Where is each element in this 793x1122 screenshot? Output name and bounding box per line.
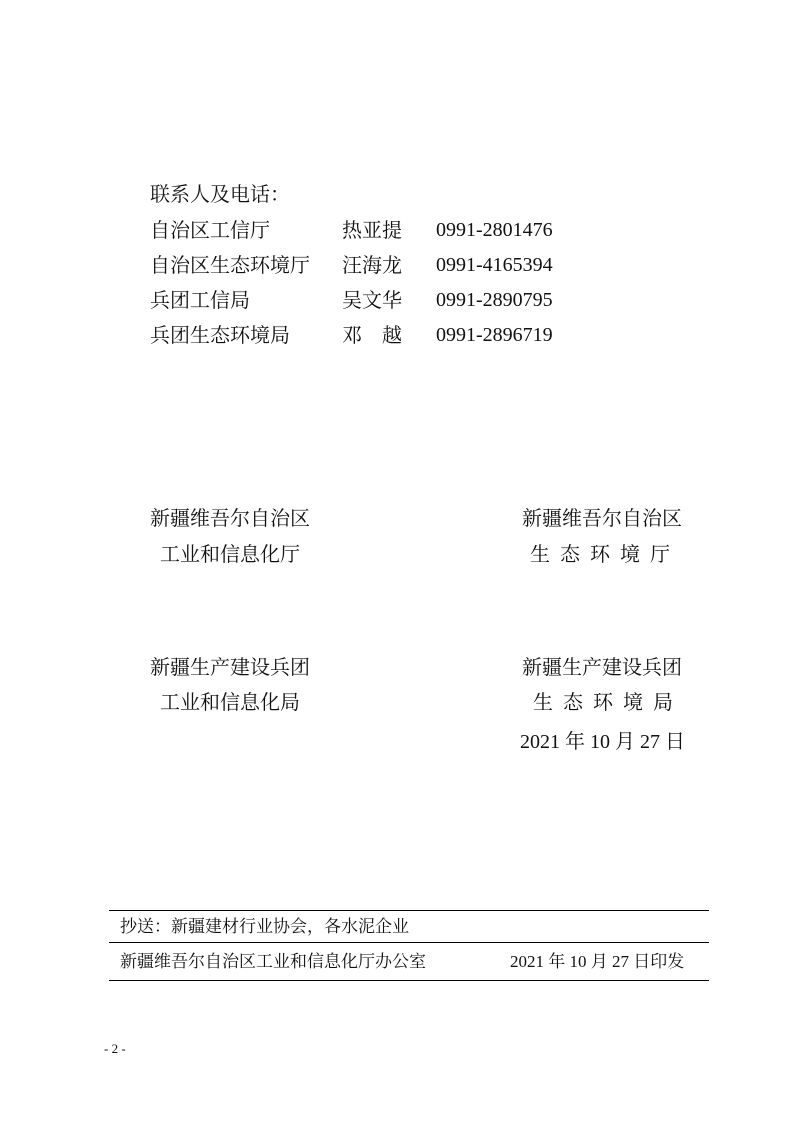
- contact-phone: 0991-4165394: [436, 254, 553, 276]
- contact-org: 兵团生态环境局: [150, 323, 290, 347]
- contact-person: 邓 越: [342, 323, 402, 347]
- contact-phone: 0991-2801476: [436, 219, 553, 241]
- contact-org: 兵团工信局: [150, 288, 250, 312]
- document-date: 2021 年 10 月 27 日: [520, 731, 685, 753]
- signature-right-bottom-line1: 新疆生产建设兵团: [522, 655, 682, 679]
- footer-middle-rule: [109, 942, 709, 943]
- signature-left-top-line2: 工业和信息化厅: [160, 542, 300, 566]
- contact-phone: 0991-2890795: [436, 289, 553, 311]
- issuer-line: 新疆维吾尔自治区工业和信息化厅办公室: [120, 952, 426, 972]
- signature-left-bottom-line1: 新疆生产建设兵团: [150, 655, 310, 679]
- cc-line: 抄送：新疆建材行业协会，各水泥企业: [120, 917, 409, 937]
- signature-right-top-line1: 新疆维吾尔自治区: [522, 506, 682, 530]
- page-number: - 2 -: [104, 1041, 126, 1056]
- contacts-heading: 联系人及电话：: [150, 182, 290, 206]
- issue-date: 2021 年 10 月 27 日印发: [510, 952, 685, 971]
- footer-bottom-rule: [109, 980, 709, 981]
- contact-person: 热亚提: [342, 218, 402, 242]
- signature-right-bottom-line2: 生态环境局: [533, 690, 683, 714]
- contact-org: 自治区工信厅: [150, 218, 270, 242]
- contact-phone: 0991-2896719: [436, 324, 553, 346]
- signature-left-top-line1: 新疆维吾尔自治区: [150, 506, 310, 530]
- signature-left-bottom-line2: 工业和信息化局: [160, 690, 300, 714]
- contact-person: 汪海龙: [342, 253, 402, 277]
- contact-person: 吴文华: [342, 288, 402, 312]
- footer-top-rule: [109, 910, 709, 911]
- signature-right-top-line2: 生态环境厅: [530, 542, 680, 566]
- contact-org: 自治区生态环境厅: [150, 253, 310, 277]
